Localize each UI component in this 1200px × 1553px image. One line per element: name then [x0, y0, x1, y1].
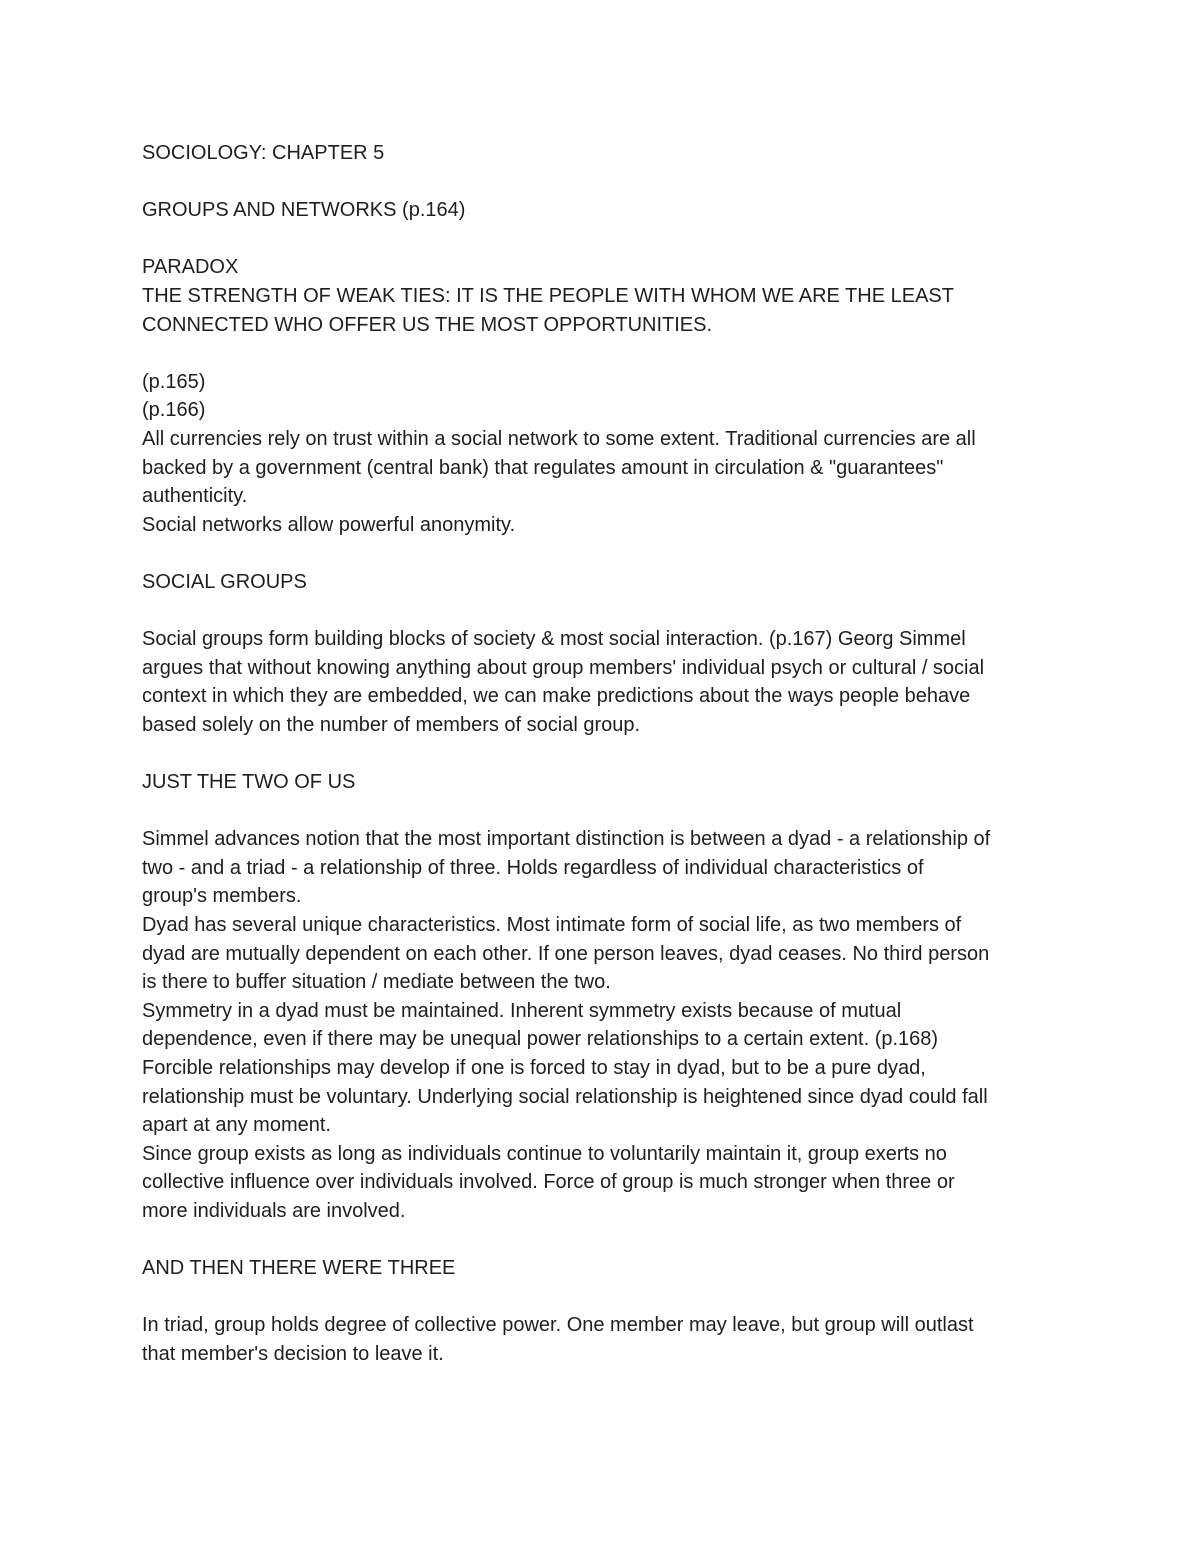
paragraph-line: apart at any moment. — [142, 1114, 331, 1137]
spacer — [142, 168, 1070, 197]
paragraph-line: two - and a triad - a relationship of three. Holds regardless of individual characteristics of — [142, 856, 924, 879]
spacer — [142, 225, 1070, 254]
spacer — [142, 539, 1070, 568]
spacer — [142, 339, 1070, 368]
document-title: SOCIOLOGY: CHAPTER 5 — [142, 142, 385, 164]
paragraph-line: Simmel advances notion that the most important distinction is between a dyad - a relationship of — [142, 828, 991, 851]
paragraph-line: is there to buffer situation / mediate between the two. — [142, 971, 611, 994]
paragraph-line: In triad, group holds degree of collective power. One member may leave, but group will outlast — [142, 1314, 974, 1337]
paragraph-line: group's members. — [142, 885, 302, 908]
paragraph-line: CONNECTED WHO OFFER US THE MOST OPPORTUNITIES. — [142, 313, 713, 336]
spacer — [142, 597, 1070, 626]
paragraph-line: Social networks allow powerful anonymity. — [142, 513, 516, 536]
paragraph-line: Symmetry in a dyad must be maintained. Inherent symmetry exists because of mutual — [142, 999, 902, 1022]
paragraph-line: collective influence over individuals involved. Force of group is much stronger when three or — [142, 1171, 955, 1194]
paragraph-line: dyad are mutually dependent on each other. If one person leaves, dyad ceases. No third person — [142, 942, 990, 965]
paragraph-line: Since group exists as long as individuals continue to voluntarily maintain it, group exerts no — [142, 1142, 947, 1165]
paragraph-line: context in which they are embedded, we can make predictions about the ways people behave — [142, 685, 971, 708]
spacer — [142, 1283, 1070, 1312]
paragraph-line: backed by a government (central bank) that regulates amount in circulation & "guarantees" — [142, 456, 944, 479]
spacer — [142, 797, 1070, 826]
paragraph-line: more individuals are involved. — [142, 1199, 406, 1222]
paragraph-line: relationship must be voluntary. Underlying social relationship is heightened since dyad could fall — [142, 1085, 988, 1108]
paragraph-line: Forcible relationships may develop if one is forced to stay in dyad, but to be a pure dyad, — [142, 1057, 926, 1079]
paragraph-line: argues that without knowing anything about group members' individual psych or cultural / social — [142, 656, 985, 679]
section-heading-three: AND THEN THERE WERE THREE — [142, 1257, 456, 1280]
page-reference: (p.166) — [142, 399, 206, 422]
spacer — [142, 1226, 1070, 1255]
paragraph-line: All currencies rely on trust within a social network to some extent. Traditional currencies are all — [142, 427, 976, 450]
section-heading-paradox: PARADOX — [142, 256, 239, 279]
paragraph-line: THE STRENGTH OF WEAK TIES: IT IS THE PEOPLE WITH WHOM WE ARE THE LEAST — [142, 284, 954, 307]
paragraph-line: that member's decision to leave it. — [142, 1342, 444, 1365]
paragraph-line: based solely on the number of members of social group. — [142, 713, 641, 736]
spacer — [142, 739, 1070, 768]
paragraph-line: Dyad has several unique characteristics. Most intimate form of social life, as two members of — [142, 914, 962, 937]
paragraph-line: Social groups form building blocks of society & most social interaction. (p.167) Georg Simmel — [142, 628, 966, 651]
paragraph-line: dependence, even if there may be unequal power relationships to a certain extent. (p.168) — [142, 1028, 939, 1051]
paragraph-line: authenticity. — [142, 485, 248, 508]
section-heading-social-groups: SOCIAL GROUPS — [142, 570, 307, 593]
page-reference: (p.165) — [142, 370, 206, 393]
section-heading-two-of-us: JUST THE TWO OF US — [142, 771, 356, 794]
section-heading-groups-networks: GROUPS AND NETWORKS (p.164) — [142, 199, 466, 222]
